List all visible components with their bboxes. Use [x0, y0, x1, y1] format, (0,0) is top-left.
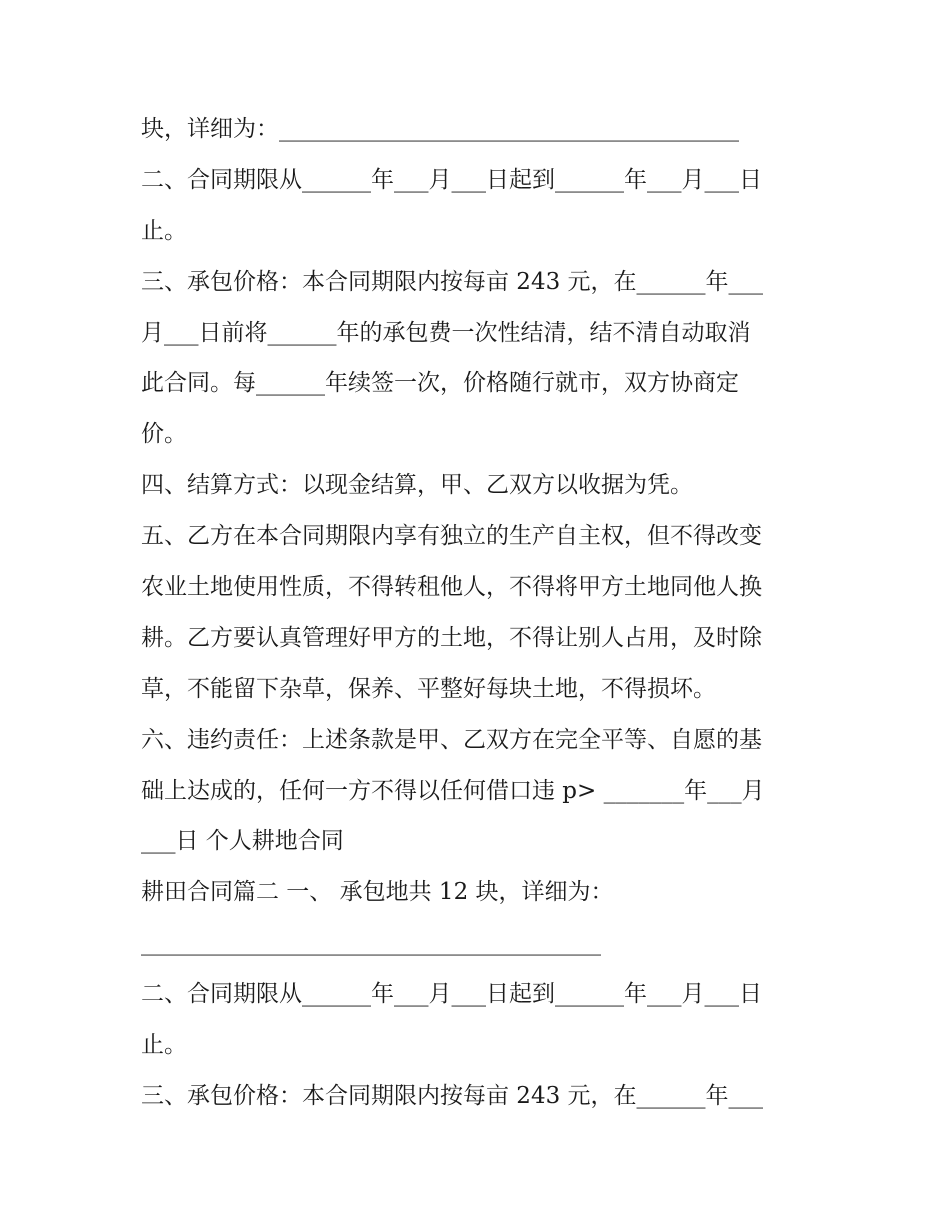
- text-line: 础上达成的，任何一方不得以任何借口违 p> _______年___月: [141, 777, 765, 804]
- text-line: 农业土地使用性质，不得转租他人，不得将甲方土地同他人换: [141, 574, 762, 601]
- text-line: 六、违约责任：上述条款是甲、乙双方在完全平等、自愿的基: [141, 726, 762, 753]
- contract-text: [141, 104, 821, 1122]
- text-line: 三、承包价格：本合同期限内按每亩 243 元，在______年___: [141, 1082, 764, 1109]
- text-line: 止。: [141, 1032, 187, 1059]
- text-line: 二、合同期限从______年___月___日起到______年___月___日: [141, 981, 762, 1008]
- section-heading-line: 耕田合同篇二 一、 承包地共 12 块，详细为：: [141, 879, 614, 906]
- text-line: 二、合同期限从______年___月___日起到______年___月___日: [141, 166, 762, 193]
- text-line: 耕。乙方要认真管理好甲方的土地，不得让别人占用，及时除: [141, 624, 762, 651]
- text-line: ___日 个人耕地合同: [141, 828, 344, 855]
- text-line: 此合同。每______年续签一次，价格随行就市，双方协商定: [141, 370, 739, 397]
- text-line: 止。: [141, 217, 187, 244]
- text-line: 五、乙方在本合同期限内享有独立的生产自主权，但不得改变: [141, 523, 762, 550]
- text-line: ________________________________________: [141, 930, 601, 957]
- text-line: 三、承包价格：本合同期限内按每亩 243 元，在______年___: [141, 268, 764, 295]
- text-line: 草，不能留下杂草，保养、平整好每块土地，不得损坏。: [141, 675, 716, 702]
- text-line: 块，详细为：________________________________________: [141, 116, 739, 142]
- text-line: 价。: [141, 421, 187, 448]
- text-line: 四、结算方式：以现金结算，甲、乙双方以收据为凭。: [141, 472, 693, 499]
- text-line: 月___日前将______年的承包费一次性结清，结不清自动取消: [141, 319, 751, 346]
